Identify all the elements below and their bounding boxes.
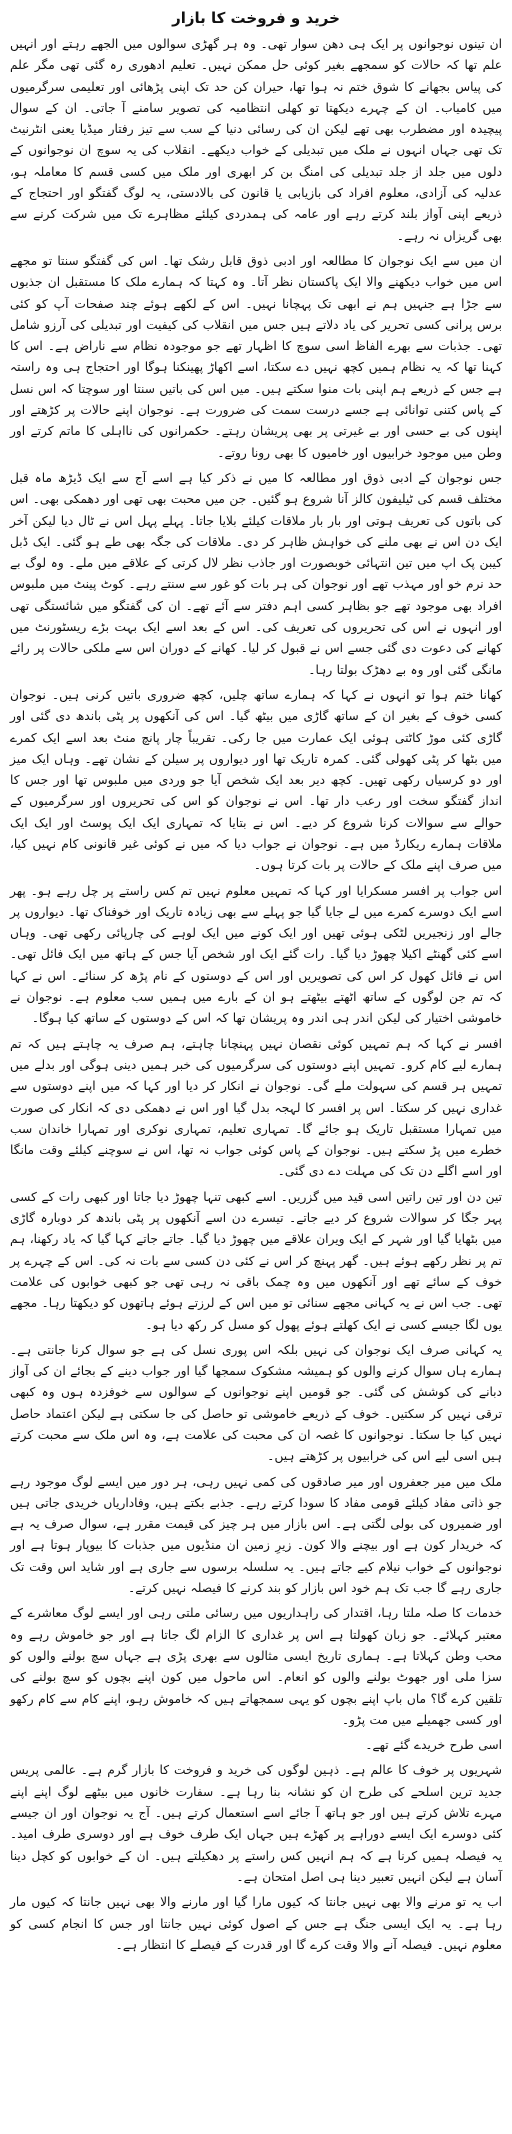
paragraph: خدمات کا صلہ ملتا رہا، اقتدار کی راہداریوں میں رسائی ملتی رہی اور ایسے لوگ معاشرے کے معتبر کہلائے۔ جو زبان کھولتا ہے اس پر غداری کا الزام لگ جاتا ہے اور جو خاموش رہے وہ محب وطن کہلاتا ہے۔ ہماری تاریخ ایسی مثالوں سے بھری پڑی ہے جہاں سچ بولنے والوں کو سزا ملی اور جھوٹ بولنے والوں کو انعام۔ اس ماحول میں کون اپنے بچوں کو سچ بولنے کی تلقین کرے گا؟ ماں باپ اپنے بچوں کو یہی سمجھاتے ہیں کہ خاموش رہو، اپنے کام سے کام رکھو اور کسی جھمیلے میں مت پڑو۔: [10, 1606, 502, 1727]
paragraph: افسر نے کہا کہ ہم تمہیں کوئی نقصان نہیں پہنچانا چاہتے، ہم صرف یہ چاہتے ہیں کہ تم ہمارے لیے کام کرو۔ تمہیں اپنے دوستوں کی سرگرمیوں کی خبر ہمیں دینی ہوگی اور بدلے میں تمہیں ہر قسم کی سہولت ملے گی۔ نوجوان نے انکار کر دیا اور کہا کہ میں اپنے دوستوں سے غداری نہیں کر سکتا۔ اس پر افسر کا لہجہ بدل گیا اور اس نے دھمکی دی کہ انکار کی صورت میں تمہارا مستقبل تاریک ہو جائے گا۔ تمہاری تعلیم، تمہاری نوکری اور تمہارا خاندان سب خطرے میں پڑ سکتے ہیں۔ نوجوان کے پاس کوئی جواب نہ تھا، اس نے سوچنے کیلئے وقت مانگا اور اسے اگلے دن تک کی مہلت دے دی گئی۔: [10, 1036, 502, 1179]
paragraph: کھانا ختم ہوا تو انہوں نے کہا کہ ہمارے ساتھ چلیں، کچھ ضروری باتیں کرنی ہیں۔ نوجوان کسی خوف کے بغیر ان کے ساتھ گاڑی میں بیٹھ گیا۔ اس کی آنکھوں پر پٹی باندھ دی گئی اور گاڑی کئی موڑ کاٹتی ہوئی ایک عمارت میں جا رکی۔ تقریباً چار پانچ منٹ بعد اسے ایک کمرے میں بٹھا کر پٹی کھولی گئی۔ کمرہ تاریک تھا اور دیواروں پر سیلن کے نشان تھے۔ وہاں ایک میز اور دو کرسیاں رکھی تھیں۔ کچھ دیر بعد ایک شخص آیا جو وردی میں ملبوس تھا اور جس کا انداز گفتگو سخت اور رعب دار تھا۔ اس نے نوجوان کو اس کی تحریروں اور سرگرمیوں کے حوالے سے سوالات کرنا شروع کر دیے۔ اس نے بتایا کہ تمہاری ایک ایک پوسٹ اور ایک ایک ملاقات ہمارے ریکارڈ میں ہے۔ نوجوان نے جواب دیا کہ میں نے کوئی غیر قانونی کام نہیں کیا، میں صرف اپنے ملک کے حالات پر بات کرتا ہوں۔: [10, 687, 502, 873]
paragraph: ان میں سے ایک نوجوان کا مطالعہ اور ادبی ذوق قابل رشک تھا۔ اس کی گفتگو سنتا تو مجھے اس میں خواب دیکھنے والا ایک پاکستان نظر آتا۔ وہ کہتا کہ ہمارے ملک کا مستقبل ان جذبوں سے جڑا ہے جنہیں ہم نے ابھی تک پہچانا نہیں۔ اس کے لکھے ہوئے چند صفحات آپ کو کئی برس پرانی کسی تحریر کی یاد دلاتے ہیں جس میں انقلاب کی کیفیت اور تبدیلی کی آرزو شامل تھی۔ جذبات سے بھرے الفاظ اسی سوچ کا اظہار تھے جو موجودہ نظام سے ناراض ہے۔ اس کا کہنا تھا کہ یہ نظام ہمیں کچھ نہیں دے سکتا، اسے اکھاڑ پھینکنا ہوگا اور احتجاج ہی وہ راستہ ہے جس کے ذریعے ہم اپنی بات منوا سکتے ہیں۔ میں اس کی باتیں سنتا اور سوچتا کہ اس نسل کے پاس کتنی توانائی ہے جسے درست سمت کی ضرورت ہے۔ نوجوان اپنے حالات پر کڑھتے اور اپنوں کی بے حسی اور بے غیرتی پر بھی پریشان رہتے۔ حکمرانوں کی نااہلی کا ماتم کرتے اور وطن میں موجود خرابیوں اور خامیوں کا بھی رونا روتے۔: [10, 253, 502, 460]
paragraph: اسی طرح خریدے گئے تھے۔: [365, 1738, 502, 1753]
paragraph: اب یہ تو مرنے والا بھی نہیں جانتا کہ کیوں مارا گیا اور مارنے والا بھی نہیں جانتا کہ کیوں مار رہا ہے۔ یہ ایک ایسی جنگ ہے جس کے اصول کوئی نہیں جانتا اور جس کا انجام کسی کو معلوم نہیں۔ فیصلہ آنے والا وقت کرے گا اور قدرت کے فیصلے کا انتظار ہے۔: [10, 1895, 502, 1952]
paragraph: ملک میں میر جعفروں اور میر صادقوں کی کمی نہیں رہی، ہر دور میں ایسے لوگ موجود رہے جو ذاتی مفاد کیلئے قومی مفاد کا سودا کرتے رہے۔ جذبے بکتے ہیں، وفاداریاں خریدی جاتی ہیں اور ضمیروں کی بولی لگتی ہے۔ اس بازار میں ہر چیز کی قیمت مقرر ہے، سوال صرف یہ ہے کہ خریدار کون ہے اور بیچنے والا کون۔ زیرِ زمین ان منڈیوں میں جذبات کا بیوپار ہوتا ہے اور نوجوانوں کے خواب نیلام کیے جاتے ہیں۔ یہ سلسلہ برسوں سے جاری ہے اور شاید اس وقت تک جاری رہے گا جب تک ہم خود اس بازار کو بند کرنے کا فیصلہ نہیں کرتے۔: [10, 1474, 502, 1596]
article-title: خرید و فروخت کا بازار: [172, 9, 340, 27]
paragraph: تین دن اور تین راتیں اسی قید میں گزریں۔ اسے کبھی تنہا چھوڑ دیا جاتا اور کبھی رات کے کسی پہر جگا کر سوالات شروع کر دیے جاتے۔ تیسرے دن اسے آنکھوں پر پٹی باندھ کر دوبارہ گاڑی میں بٹھایا گیا اور شہر کے ایک ویران علاقے میں چھوڑ دیا گیا۔ جاتے جاتے کہا گیا کہ یاد رکھنا، ہم تم پر نظر رکھے ہوئے ہیں۔ گھر پہنچ کر اس نے کئی دن کسی سے بات نہ کی۔ اس کے چہرے پر خوف کے سائے تھے اور آنکھوں میں وہ چمک باقی نہ رہی تھی جو کبھی خوابوں کی علامت تھی۔ جب اس نے یہ کہانی مجھے سنائی تو میں اس کے لرزتے ہوئے ہاتھوں کو دیکھتا رہا۔ مجھے یوں لگا جیسے کسی نے ایک کھلتے ہوئے پھول کو مسل کر رکھ دیا ہو۔: [10, 1189, 502, 1332]
paragraph: جس نوجوان کے ادبی ذوق اور مطالعہ کا میں نے ذکر کیا ہے اسے آج سے ایک ڈیڑھ ماہ قبل مختلف قسم کی ٹیلیفون کالز آنا شروع ہو گئیں۔ جن میں محبت بھی تھی اور دھمکی بھی۔ اس کی باتوں کی تعریف ہوتی اور بار بار ملاقات کیلئے بلایا جاتا۔ پہلے پہل اس نے ٹال دیا لیکن آخر ایک دن اس نے بھی ملنے کی خواہش ظاہر کر دی۔ ملاقات کی جگہ بھی طے ہو گئی۔ ایک ڈبل کیبن پک اپ میں تین انتہائی خوبصورت اور جاذب نظر لال کرتی کے علاقے میں ملے۔ وہ لوگ بے حد نرم خو اور مہذب تھے اور نوجوان کی ہر بات کو غور سے سنتے رہے۔ کوٹ پینٹ میں ملبوس افراد بھی موجود تھے جو بظاہر کسی اہم دفتر سے آئے تھے۔ ان کی گفتگو میں شائستگی تھی اور انہوں نے اس کی تحریروں کی تعریف کی۔ اس کے بعد اسے ایک بہت بڑے ریسٹورنٹ میں کھانے کی دعوت دی گئی جسے اس نے قبول کر لیا۔ کھانے کے دوران اس سے ملکی حالات پر رائے مانگی گئی اور وہ بے دھڑک بولتا رہا۔: [9, 470, 502, 677]
paragraph: اس جواب پر افسر مسکرایا اور کہا کہ تمہیں معلوم نہیں تم کس راستے پر چل رہے ہو۔ پھر اسے ایک دوسرے کمرے میں لے جایا گیا جو پہلے سے بھی زیادہ تاریک اور خوفناک تھا۔ دیواروں پر جالے اور زنجیریں لٹکی ہوئی تھیں اور ایک کونے میں ایک لوہے کی چارپائی رکھی تھی۔ وہاں اسے کئی گھنٹے اکیلا چھوڑ دیا گیا۔ رات گئے ایک اور شخص آیا جس کے ہاتھ میں ایک فائل تھی۔ اس نے فائل کھول کر اس کی تصویریں اور اس کے دوستوں کے نام پڑھ کر سنائے۔ اس نے کہا کہ تم جن لوگوں کے ساتھ اٹھتے بیٹھتے ہو ان کے بارے میں ہمیں سب معلوم ہے۔ نوجوان نے خاموشی اختیار کی لیکن اندر ہی اندر وہ پریشان تھا کہ اس کے دوستوں کے ساتھ کیا ہوگا۔: [10, 883, 502, 1026]
paragraph: یہ کہانی صرف ایک نوجوان کی نہیں بلکہ اس پوری نسل کی ہے جو سوال کرنا جانتی ہے۔ ہمارے ہاں سوال کرنے والوں کو ہمیشہ مشکوک سمجھا گیا اور جواب دینے کے بجائے ان کی آواز دبانے کی کوشش کی گئی۔ جو قومیں اپنے نوجوانوں کے سوالوں سے خوفزدہ ہوں وہ کبھی ترقی نہیں کر سکتیں۔ خوف کے ذریعے خاموشی تو حاصل کی جا سکتی ہے لیکن اعتماد حاصل نہیں کیا جا سکتا۔ نوجوانوں کا غصہ ان کی محبت کی علامت ہے، وہ اس ملک سے محبت کرتے ہیں اسی لیے اس کی خرابیوں پر کڑھتے ہیں۔: [10, 1342, 502, 1464]
paragraph: ان تینوں نوجوانوں پر ایک ہی دھن سوار تھی۔ وہ ہر گھڑی سوالوں میں الجھے رہتے اور انہیں علم تھا کہ حالات کو سمجھے بغیر کوئی حل ممکن نہیں۔ تعلیم ادھوری رہ گئی تھی مگر علم کی پیاس بجھانے کا شوق ختم نہ ہوا تھا، حیران کن حد تک اپنی پڑھائی اور تعلیمی سرگرمیوں میں کامیاب۔ ان کے چہرے دیکھتا تو کھلی انتظامیہ کی تصویر سامنے آ جاتی۔ ان کے سوال پیچیدہ اور مضطرب بھی تھے لیکن ان کی رسائی دنیا کے سب سے تیز رفتار میڈیا یعنی انٹرنیٹ تک تھی جہاں انہوں نے ملک میں تبدیلی کے خواب دیکھے۔ انقلاب کی یہ سوچ ان نوجوانوں کے دلوں میں جلد از جلد تبدیلی کی امنگ بن کر ابھری اور ملک میں کسی قسم کا معاملہ ہو، عدلیہ کی آزادی، معلوم افراد کی بازیابی یا قانون کی بالادستی، یہ لوگ گفتگو اور احتجاج کے ذریعے اپنی آواز بلند کرتے رہے اور عامہ کی ہمدردی کیلئے مظاہرے تک میں شرکت کرنے سے بھی گریزاں نہ رہے۔: [10, 37, 502, 243]
article-body: [10, 34, 502, 1956]
paragraph: شہریوں پر خوف کا عالم ہے۔ ذہین لوگوں کی خرید و فروخت کا بازار گرم ہے۔ عالمی پریس جدید ترین اسلحے کی طرح ان کو نشانہ بنا رہا ہے۔ سفارت خانوں میں بیٹھے لوگ اپنے اپنے مہرے تلاش کرتے ہیں اور جو ہاتھ آ جائے اسے استعمال کرتے ہیں۔ آج یہ نوجوان اور ان جیسے کئی دوسرے ایک ایسے دوراہے پر کھڑے ہیں جہاں ایک طرف خوف ہے اور دوسری طرف امید۔ یہ فیصلہ ہمیں کرنا ہے کہ ہم انہیں کس راستے پر دھکیلتے ہیں۔ ان کے خوابوں کو کچل دینا آسان ہے لیکن انہیں تعبیر دینا ہی اصل امتحان ہے۔: [10, 1763, 502, 1884]
